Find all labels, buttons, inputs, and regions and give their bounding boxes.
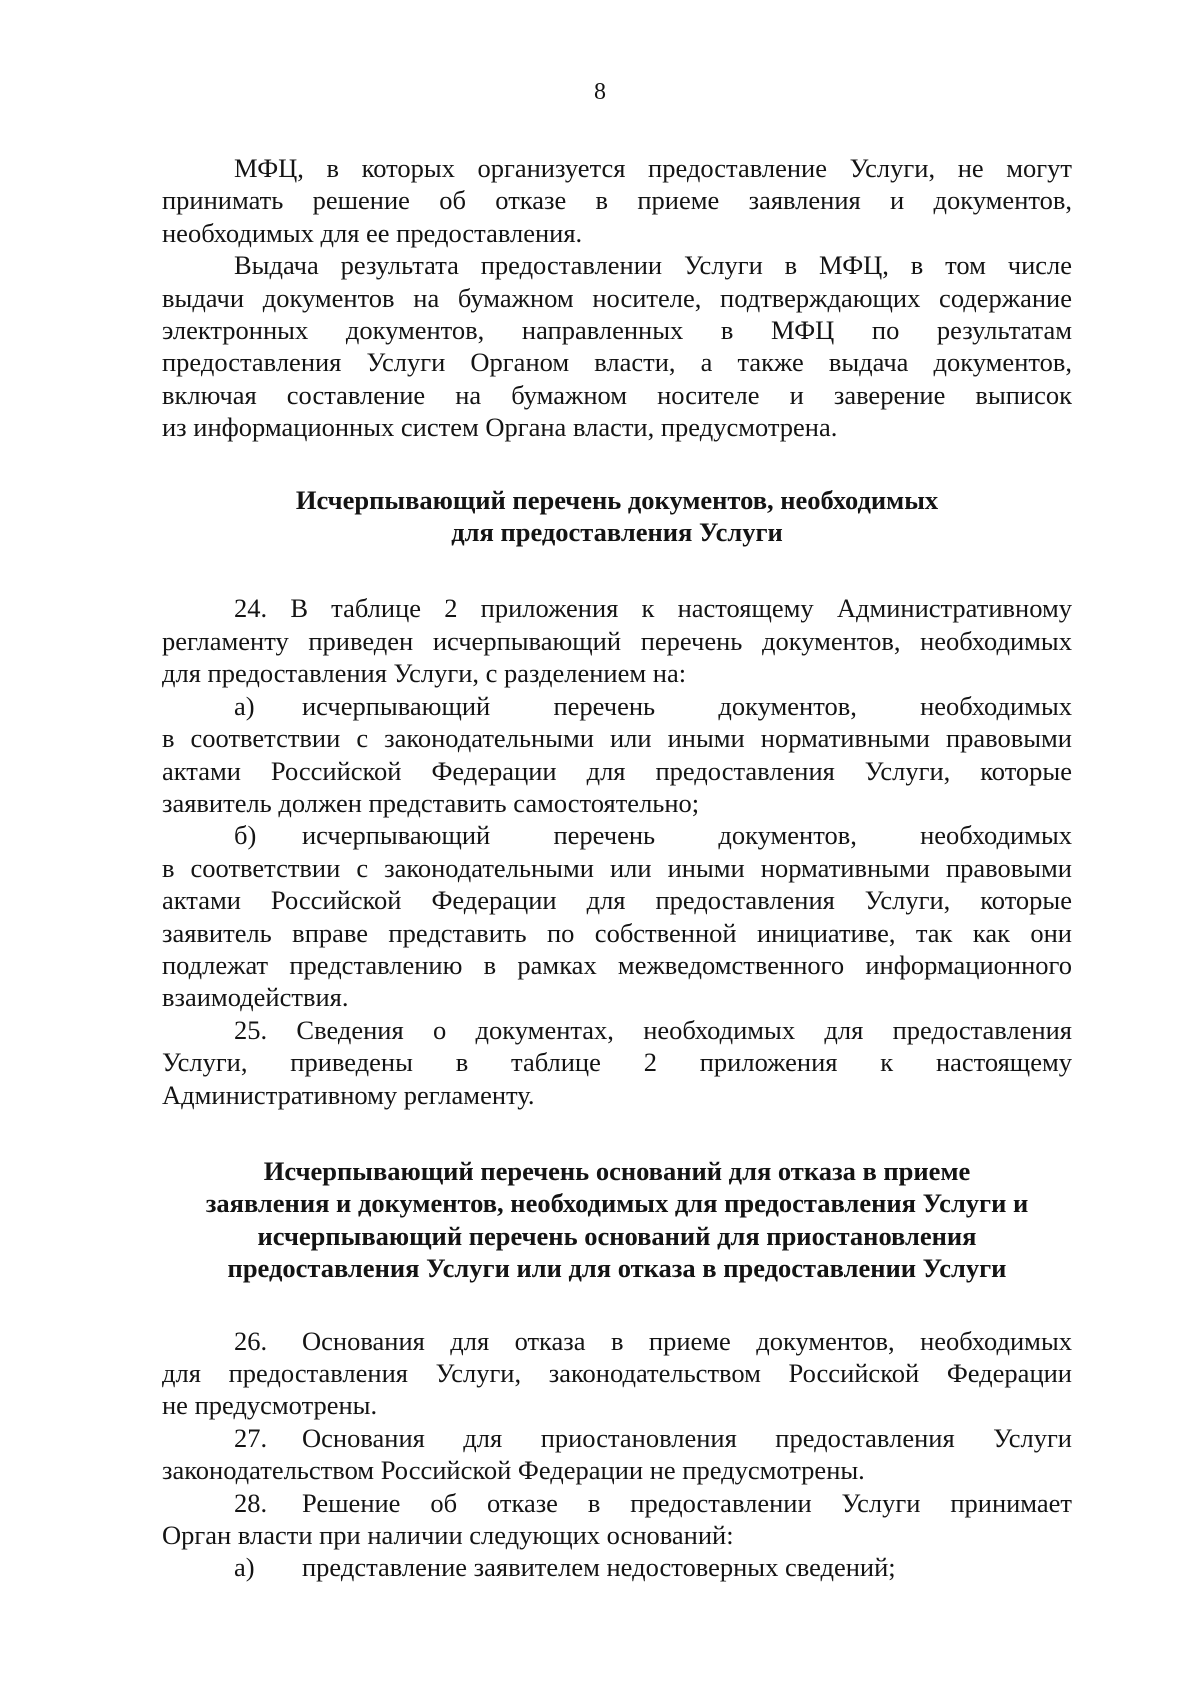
- list-marker: а): [234, 1552, 255, 1583]
- page-number: 8: [594, 79, 606, 105]
- word: перечень: [553, 690, 656, 721]
- heading-line: исчерпывающий перечень оснований для приостановления: [257, 1220, 977, 1251]
- paragraph-line: 24. В таблице 2 приложения к настоящему Административному: [234, 593, 1072, 624]
- paragraph-line: включая составление на бумажном носителе и заверение выписок: [162, 379, 1072, 410]
- paragraph-line: в соответствии с законодательными или иными нормативными правовыми: [162, 852, 1072, 883]
- clause-28-first-line: [162, 1487, 1072, 1519]
- paragraph-line: Административному регламенту.: [162, 1079, 535, 1110]
- paragraph-line: 25. Сведения о документах, необходимых для предоставления: [234, 1014, 1072, 1045]
- paragraph-line: в соответствии с законодательными или иными нормативными правовыми: [162, 723, 1072, 754]
- word: документов,: [718, 820, 857, 851]
- list-item-a-first-line: [162, 690, 1072, 722]
- list-marker: б): [234, 820, 257, 851]
- heading-line: предоставления Услуги или для отказа в предоставлении Услуги: [227, 1253, 1007, 1284]
- list-item-text: представление заявителем недостоверных сведений;: [302, 1552, 896, 1583]
- paragraph-line: заявитель должен представить самостоятельно;: [162, 787, 700, 818]
- clause-27-first-line: [162, 1422, 1072, 1454]
- paragraph-line: из информационных систем Органа власти, предусмотрена.: [162, 412, 838, 443]
- clause-number: 27.: [234, 1422, 268, 1453]
- paragraph-line: для предоставления Услуги, с разделением на:: [162, 658, 687, 689]
- list-item-text: [302, 690, 1072, 722]
- document-body: [162, 152, 1072, 1584]
- list-marker: а): [234, 690, 255, 721]
- clause-number: 26.: [234, 1325, 268, 1356]
- clause-number: 28.: [234, 1487, 268, 1518]
- paragraph-line: законодательством Российской Федерации не предусмотрены.: [162, 1455, 865, 1486]
- section-heading: [162, 1155, 1072, 1285]
- paragraph-line: заявитель вправе представить по собственной инициативе, так как они: [162, 917, 1072, 948]
- word: перечень: [553, 820, 656, 851]
- paragraph-line: Решение об отказе в предоставлении Услуги принимает: [302, 1487, 1072, 1518]
- word: исчерпывающий: [302, 690, 491, 721]
- paragraph-line: выдачи документов на бумажном носителе, подтверждающих содержание: [162, 282, 1072, 313]
- word: исчерпывающий: [302, 820, 491, 851]
- clause-26-first-line: [162, 1325, 1072, 1357]
- paragraph-line: регламенту приведен исчерпывающий перечень документов, необходимых: [162, 625, 1072, 656]
- paragraph-line: предоставления Услуги Органом власти, а также выдача документов,: [162, 347, 1072, 378]
- paragraph-line: принимать решение об отказе в приеме заявления и документов,: [162, 185, 1072, 216]
- heading-line: для предоставления Услуги: [451, 517, 783, 548]
- paragraph-line: Выдача результата предоставлении Услуги в МФЦ, в том числе: [234, 250, 1072, 281]
- paragraph-line: актами Российской Федерации для предоставления Услуги, которые: [162, 755, 1072, 786]
- word: необходимых: [920, 820, 1072, 851]
- paragraph-line: взаимодействия.: [162, 982, 349, 1013]
- paragraph-line: Основания для отказа в приеме документов, необходимых: [302, 1325, 1072, 1356]
- paragraph-line: не предусмотрены.: [162, 1390, 378, 1421]
- word: документов,: [718, 690, 857, 721]
- heading-line: Исчерпывающий перечень документов, необходимых: [295, 484, 939, 515]
- heading-line: Исчерпывающий перечень оснований для отказа в приеме: [263, 1155, 971, 1186]
- clause-24: [162, 592, 1072, 689]
- paragraph-line: актами Российской Федерации для предоставления Услуги, которые: [162, 885, 1072, 916]
- heading-line: заявления и документов, необходимых для предоставления Услуги и: [205, 1188, 1029, 1219]
- word: необходимых: [920, 690, 1072, 721]
- paragraph-line: необходимых для ее предоставления.: [162, 217, 583, 248]
- list-item-b-first-line: [162, 819, 1072, 851]
- paragraph-line: Орган власти при наличии следующих оснований:: [162, 1520, 734, 1551]
- section-heading: [162, 484, 1072, 549]
- paragraph-line: электронных документов, направленных в МФЦ по результатам: [162, 315, 1072, 346]
- list-item-text: [302, 819, 1072, 851]
- paragraph-line: Основания для приостановления предоставления Услуги: [302, 1422, 1072, 1453]
- paragraph-line: для предоставления Услуги, законодательством Российской Федерации: [162, 1358, 1072, 1388]
- paragraph-line: Услуги, приведены в таблице 2 приложения к настоящему: [162, 1047, 1072, 1078]
- paragraph-line: подлежат представлению в рамках межведомственного информационного: [162, 949, 1072, 980]
- paragraph-line: МФЦ, в которых организуется предоставление Услуги, не могут: [234, 153, 1072, 183]
- list-item-28a: [162, 1551, 1072, 1583]
